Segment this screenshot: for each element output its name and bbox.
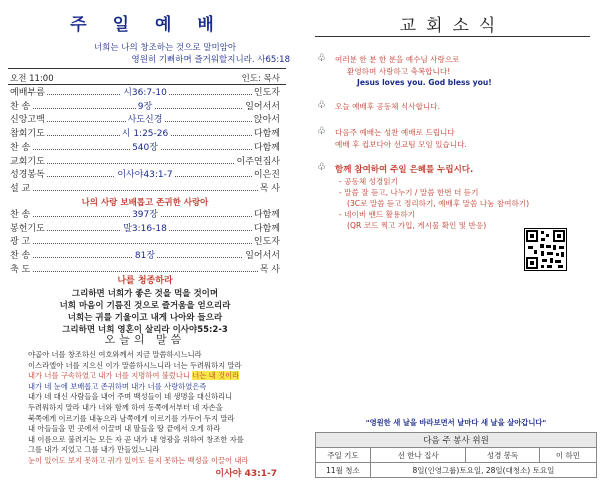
word-line: 그를 내가 지었고 그를 내가 만들었느니라 bbox=[28, 445, 160, 455]
word-line: 이스라엘아 너를 지으신 이가 말씀하시느니라 너는 두려워하지 말라 bbox=[28, 360, 242, 370]
order-label: 축 도 bbox=[10, 264, 31, 275]
order-detail-text: 사도신경 bbox=[127, 115, 163, 126]
welcome-line-3: Jesus loves you. God bless you! bbox=[357, 78, 492, 87]
order-detail-text: 397장 bbox=[132, 210, 158, 220]
poem-line: 너희 마음이 기름진 것으로 즐거움을 얻으리라 bbox=[59, 301, 231, 311]
poem-line: 너희는 귀를 기울이고 내게 나아와 들으라 bbox=[67, 313, 223, 323]
order-role: 일어서서 bbox=[245, 101, 280, 112]
poem-title: 나를 청종하라 bbox=[117, 276, 173, 286]
volunteer-cell: 선 한나 집사 bbox=[370, 448, 465, 463]
order-row bbox=[10, 156, 280, 169]
poem-line: 그리하면 너희가 좋은 것을 먹을 것이며 bbox=[71, 289, 219, 299]
order-role: 이주연집사 bbox=[236, 156, 280, 167]
order-role: 목 사 bbox=[259, 264, 280, 275]
order-detail bbox=[10, 142, 280, 155]
word-line: 두려워하지 말라 내가 너와 함께 하여 동쪽에서부터 네 자손을 bbox=[28, 403, 223, 412]
order-detail bbox=[10, 209, 280, 222]
bell-icon: ♧ bbox=[317, 162, 326, 173]
bell-icon: ♧ bbox=[317, 100, 326, 111]
divider bbox=[8, 68, 286, 69]
order-label: 찬 송 bbox=[10, 142, 31, 153]
order-row bbox=[10, 142, 280, 155]
service-meta bbox=[10, 72, 280, 84]
divider bbox=[8, 84, 286, 85]
worship-title: 주일예배 bbox=[70, 15, 240, 35]
order-label: 신앙고백 bbox=[10, 115, 45, 126]
participate-line: - 말씀 잘 듣고, 나누기 / 말씀 한번 더 듣기 bbox=[339, 188, 479, 197]
order-label: 예배부름 bbox=[10, 88, 45, 98]
qr-code bbox=[524, 228, 567, 271]
participate-line: (QR 코드 찍고 가입, 게시물 확인 및 반응) bbox=[347, 221, 487, 230]
banner-motto: "영원한 새 날을 바라보면서 날마다 새 날을 살아갑니다" bbox=[365, 418, 547, 427]
order-row bbox=[10, 183, 280, 196]
church-news-panel bbox=[305, 0, 600, 501]
order-role: 목 사 bbox=[259, 183, 280, 194]
word-line: 내 이름으로 불려지는 모든 자 곧 내가 내 영광을 위하여 창조한 자를 bbox=[28, 434, 244, 444]
service-leader: 인도: 목사 bbox=[241, 74, 280, 84]
word-line: 내가 네 눈에 보배롭고 존귀하며 내가 너를 사랑하였은즉 bbox=[28, 381, 207, 391]
poem-line: 그리하면 너희 영혼이 살리라 이사야55:2-3 bbox=[62, 325, 228, 335]
order-detail-text: 말3:16-18 bbox=[123, 223, 167, 234]
order-row bbox=[10, 101, 280, 114]
volunteer-table bbox=[315, 432, 597, 478]
order-role: 다함께 bbox=[253, 142, 280, 153]
todays-word-reference: 이사야 43:1-7 bbox=[215, 469, 277, 479]
volunteer-table-header: 다음 주 봉사 위원 bbox=[316, 433, 597, 448]
order-detail bbox=[10, 128, 280, 141]
order-detail-text: 시36:7-10 bbox=[123, 88, 167, 98]
leader-dots bbox=[10, 190, 280, 191]
qr-code-icon bbox=[525, 229, 566, 270]
news-meal-text: 오늘 예배후 공동체 식사합니다. bbox=[335, 102, 441, 111]
worship-order-panel bbox=[0, 0, 295, 501]
order-label: 광 고 bbox=[10, 237, 31, 248]
order-role: 인도자 bbox=[253, 88, 280, 98]
order-row bbox=[10, 128, 280, 141]
word-line: 북쪽에게 이르기를 내놓으라 남쪽에게 이르기를 가두어 두지 말라 bbox=[28, 413, 235, 423]
order-label: 참회기도 bbox=[10, 129, 45, 140]
news-communion-line1: 다음주 예배는 성찬 예배로 드립니다 bbox=[335, 128, 455, 137]
word-line: 야곱아 너를 창조하신 여호와께서 지금 말씀하시느니라 bbox=[28, 350, 202, 359]
bell-icon: ♧ bbox=[317, 126, 326, 137]
order-role: 앉아서 bbox=[253, 115, 280, 126]
volunteer-cell: 8일(인영그룹)토요일, 28일(대청소) 토요일 bbox=[370, 463, 596, 478]
order-row bbox=[10, 209, 280, 222]
order-row bbox=[10, 169, 280, 182]
order-role: 다함께 bbox=[253, 223, 280, 234]
order-detail-text: 81장 bbox=[134, 251, 156, 262]
order-label: 찬 송 bbox=[10, 101, 31, 112]
order-row bbox=[10, 87, 280, 100]
order-label: 찬 송 bbox=[10, 210, 31, 220]
order-row bbox=[10, 250, 280, 263]
word-line: 내가 네 대신 사람들을 내어 주며 백성들이 네 생명을 대신하리니 bbox=[28, 392, 233, 402]
order-label: 봉헌기도 bbox=[10, 223, 45, 234]
volunteer-cell: 11월 청소 bbox=[316, 463, 371, 478]
order-detail-text: 이사야43:1-7 bbox=[117, 170, 173, 181]
order-role: 다함께 bbox=[253, 129, 280, 140]
order-row bbox=[10, 114, 280, 127]
order-role: 다함께 bbox=[253, 210, 280, 220]
order-detail bbox=[10, 101, 280, 114]
order-role: 인도자 bbox=[253, 237, 280, 248]
order-detail bbox=[10, 250, 280, 263]
order-label: 설 교 bbox=[10, 183, 31, 194]
order-label: 성경봉독 bbox=[10, 170, 45, 181]
volunteer-cell: 이 하민 bbox=[539, 448, 596, 463]
bell-icon: ♧ bbox=[317, 53, 326, 64]
sermon-title: 나의 사랑 보배롭고 존귀한 사랑아 bbox=[81, 198, 209, 208]
service-time: 오전 11:00 bbox=[10, 74, 54, 84]
word-line: 눈이 있어도 보지 못하고 귀가 있어도 듣지 못하는 백성을 이끌어 내라 bbox=[28, 456, 249, 465]
order-detail bbox=[10, 169, 280, 182]
leader-dots bbox=[10, 243, 280, 244]
order-detail-text: 540장 bbox=[132, 142, 158, 153]
welcome-line-1: 여러분 한 분 한 분을 예수님 사랑으로 bbox=[335, 55, 460, 64]
news-title: 교회소식 bbox=[399, 16, 506, 36]
volunteer-cell: 성경 봉독 bbox=[466, 448, 540, 463]
order-row bbox=[10, 236, 280, 249]
order-detail bbox=[10, 87, 280, 100]
news-participate-title: 함께 참여하여 주일 은혜를 누립시다. bbox=[335, 165, 474, 175]
highlight: 너는 내 것이라 bbox=[192, 371, 240, 381]
word-line: 내가 너를 구속하였고 내가 너를 지명하여 불렀나니 너는 내 것이라 bbox=[28, 371, 240, 381]
theme-verse-line1: 너희는 나의 창조하는 것으로 말미암아 bbox=[93, 43, 237, 53]
participate-line: - 네이버 밴드 활용하기 bbox=[339, 210, 416, 219]
order-role: 이은진 bbox=[253, 170, 280, 181]
order-row bbox=[10, 223, 280, 236]
todays-word-title: 오늘의 말씀 bbox=[104, 333, 186, 346]
order-role: 일어서서 bbox=[245, 251, 280, 262]
order-detail-text: 시 1:25-26 bbox=[121, 129, 169, 140]
word-line: 내 아들들을 먼 곳에서 이끌며 내 딸들을 땅 끝에서 오게 하라 bbox=[28, 424, 221, 434]
welcome-line-2: 환영하며 사랑하고 축복합니다! bbox=[347, 67, 451, 76]
news-communion-line2: 예배 후 컵보다아 선교팀 모임 있습니다. bbox=[335, 140, 467, 149]
order-label: 찬 송 bbox=[10, 251, 31, 262]
leader-dots bbox=[10, 271, 280, 272]
participate-line: (3C로 말씀 듣고 정리하기, 예배후 말씀 나눔 참여하기) bbox=[347, 199, 530, 208]
divider bbox=[315, 36, 590, 37]
participate-line: - 공동체 성경읽기 bbox=[339, 177, 398, 186]
volunteer-cell: 주일 기도 bbox=[316, 448, 371, 463]
order-detail bbox=[10, 114, 280, 127]
order-detail bbox=[10, 223, 280, 236]
order-label: 교회기도 bbox=[10, 156, 45, 167]
theme-verse-line2: 영원히 기뻐하며 즐거워할지니라. 사65:18 bbox=[131, 55, 290, 65]
order-detail-text: 9장 bbox=[137, 101, 153, 112]
